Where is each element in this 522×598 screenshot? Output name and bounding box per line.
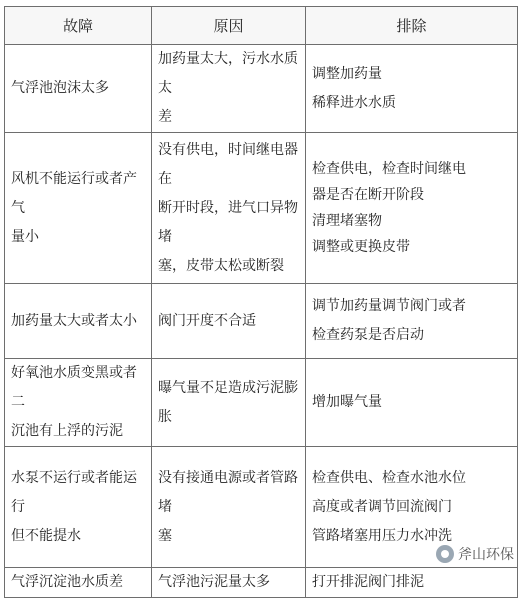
cell-line: 阀门开度不合适 (158, 312, 256, 329)
cell-line: 没有供电，时间继电器在 (158, 141, 298, 187)
table-row (5, 133, 518, 284)
header-fault: 故障 (5, 7, 152, 45)
cell-line: 器是否在断开阶段 (312, 187, 424, 203)
fault-cell (5, 284, 152, 359)
cell-line: 塞，皮带太松或断裂 (158, 257, 284, 274)
cell-line: 稀释进水水质 (312, 94, 396, 111)
watermark (434, 544, 516, 564)
cell-line: 调整加药量 (312, 65, 382, 82)
header-cause: 原因 (152, 7, 306, 45)
wechat-icon (436, 545, 454, 563)
table-row (5, 45, 518, 133)
cell-line: 量小 (11, 228, 39, 245)
cell-line: 加药量太大，污水水质太 (158, 51, 298, 96)
cell-line: 管路堵塞用压力水冲洗 (312, 527, 452, 544)
cell-line: 断开时段，进气口异物堵 (158, 199, 298, 245)
cell-line: 差 (158, 109, 172, 125)
cell-line: 气浮沉淀池水质差 (11, 574, 123, 590)
watermark-text: 斧山环保 (458, 547, 514, 563)
header-fix: 排除 (306, 7, 518, 45)
cell-line: 风机不能运行或者产气 (11, 170, 137, 216)
cell-line: 检查药泵是否启动 (312, 327, 424, 343)
fault-cell (5, 568, 152, 598)
fault-cell (5, 45, 152, 133)
cell-line: 水泵不运行或者能运行 (11, 469, 137, 515)
table-row (5, 359, 518, 447)
cell-line: 调节加药量调节阀门或者 (312, 298, 466, 314)
troubleshooting-table (4, 6, 518, 598)
fix-cell (306, 284, 518, 359)
cell-line: 但不能提水 (11, 527, 81, 544)
cell-line: 曝气量不足造成污泥膨胀 (158, 379, 298, 425)
cell-line: 气浮池泡沫太多 (11, 80, 109, 96)
fix-cell (306, 568, 518, 598)
cell-line: 高度或者调节回流阀门 (312, 498, 452, 515)
cell-line: 沉池有上浮的污泥 (11, 423, 123, 439)
cell-line: 加药量太大或者太小 (11, 312, 137, 329)
table-row (5, 568, 518, 598)
fix-cell (306, 133, 518, 284)
cause-cell (152, 359, 306, 447)
cell-line: 塞 (158, 527, 172, 544)
cell-line: 增加曝气量 (312, 394, 382, 410)
cell-line: 调整或更换皮带 (312, 239, 410, 255)
fault-cell (5, 133, 152, 284)
cell-line: 检查供电，检查时间继电 (312, 161, 466, 177)
cell-line: 气浮池污泥量太多 (158, 574, 270, 590)
cell-line: 清理堵塞物 (312, 213, 382, 229)
cause-cell (152, 568, 306, 598)
cause-cell (152, 284, 306, 359)
fault-cell (5, 359, 152, 447)
cause-cell (152, 45, 306, 133)
cell-line: 打开排泥阀门排泥 (312, 574, 424, 590)
cell-line: 好氧池水质变黑或者二 (11, 365, 137, 410)
fix-cell (306, 359, 518, 447)
table-row (5, 284, 518, 359)
fault-cell (5, 447, 152, 568)
cause-cell (152, 133, 306, 284)
fix-cell (306, 45, 518, 133)
table-header-row (5, 7, 518, 45)
cause-cell (152, 447, 306, 568)
cell-line: 没有接通电源或者管路堵 (158, 469, 298, 515)
cell-line: 检查供电、检查水池水位 (312, 469, 466, 486)
